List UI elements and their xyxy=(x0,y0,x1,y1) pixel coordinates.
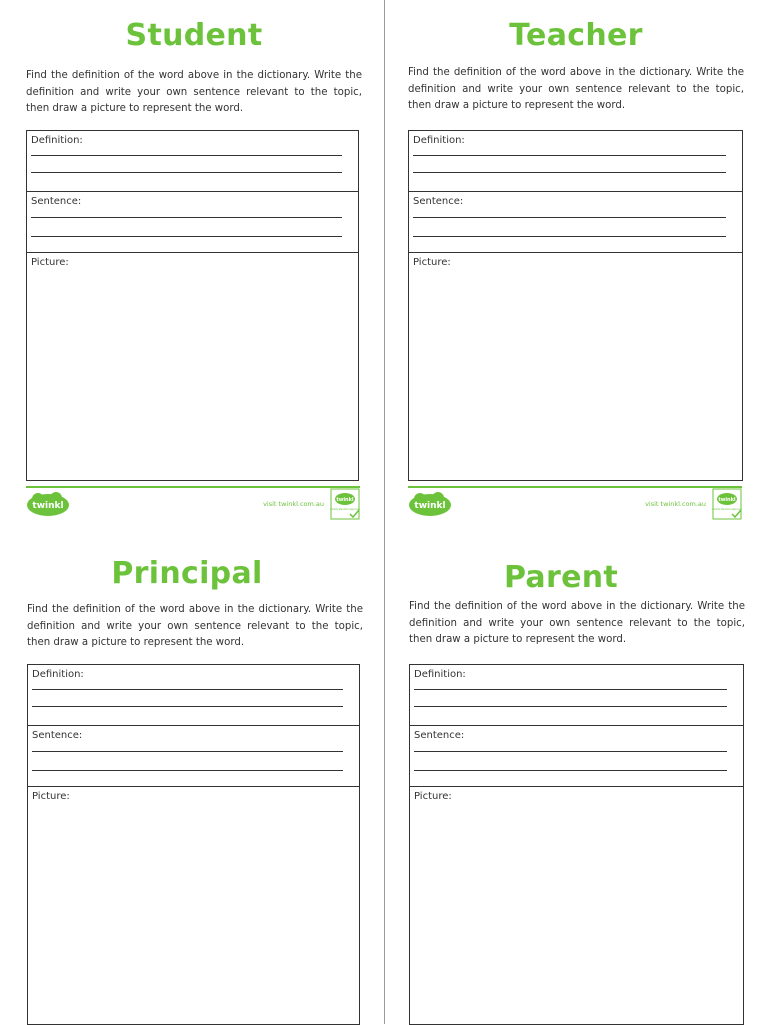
sentence-label: Sentence: xyxy=(32,730,83,741)
quality-badge-icon xyxy=(712,488,742,520)
worksheet-box xyxy=(27,664,360,1025)
badge-subtext: Quality Standard Approved xyxy=(712,508,742,511)
picture-section[interactable] xyxy=(28,787,359,1024)
worksheet-box xyxy=(26,130,359,481)
definition-label: Definition: xyxy=(414,669,466,680)
writing-line xyxy=(32,751,343,752)
card-footer xyxy=(408,486,742,522)
worksheet-box xyxy=(409,664,744,1025)
card-title: Teacher xyxy=(509,18,643,53)
card-student xyxy=(26,0,362,530)
picture-label: Picture: xyxy=(31,257,69,268)
quality-badge-icon xyxy=(330,488,360,520)
picture-section[interactable] xyxy=(27,253,358,480)
twinkl-logo xyxy=(26,490,70,518)
card-instructions: Find the definition of the word above in the dictionary. Write the definition and write your own sentence relevant to the topic, then draw a picture to represent the word. xyxy=(26,70,362,114)
card-instructions: Find the definition of the word above in the dictionary. Write the definition and write your own sentence relevant to the topic, then draw a picture to represent the word. xyxy=(27,604,363,648)
footer-rule xyxy=(408,486,742,488)
writing-line xyxy=(413,236,726,237)
badge-subtext: Quality Standard Approved xyxy=(330,508,360,511)
card-title: Student xyxy=(125,18,263,53)
picture-label: Picture: xyxy=(413,257,451,268)
sentence-label: Sentence: xyxy=(414,730,465,741)
logo-text: twinkl xyxy=(32,501,64,511)
writing-line xyxy=(413,172,726,173)
logo-text: twinkl xyxy=(414,501,446,511)
writing-line xyxy=(31,217,342,218)
writing-line xyxy=(414,706,727,707)
definition-section[interactable] xyxy=(28,665,359,726)
sentence-section[interactable] xyxy=(27,192,358,253)
card-footer xyxy=(26,486,360,522)
card-principal xyxy=(27,534,363,1024)
card-instructions: Find the definition of the word above in the dictionary. Write the definition and write your own sentence relevant to the topic, then draw a picture to represent the word. xyxy=(409,601,745,645)
badge-text: twinkl xyxy=(336,497,354,503)
writing-line xyxy=(32,706,343,707)
sentence-section[interactable] xyxy=(410,726,743,787)
picture-label: Picture: xyxy=(414,791,452,802)
sentence-section[interactable] xyxy=(28,726,359,787)
sentence-label: Sentence: xyxy=(413,196,464,207)
card-title: Parent xyxy=(503,560,619,595)
writing-line xyxy=(32,770,343,771)
picture-label: Picture: xyxy=(32,791,70,802)
twinkl-logo xyxy=(408,490,452,518)
card-title: Principal xyxy=(111,556,263,591)
definition-section[interactable] xyxy=(410,665,743,726)
page-divider xyxy=(384,0,385,1024)
writing-line xyxy=(414,770,727,771)
writing-line xyxy=(31,236,342,237)
writing-line xyxy=(413,217,726,218)
worksheet-box xyxy=(408,130,743,481)
visit-link[interactable]: visit twinkl.com.au xyxy=(263,500,324,508)
definition-label: Definition: xyxy=(413,135,465,146)
picture-section[interactable] xyxy=(409,253,742,480)
writing-line xyxy=(31,172,342,173)
card-instructions: Find the definition of the word above in the dictionary. Write the definition and write your own sentence relevant to the topic, then draw a picture to represent the word. xyxy=(408,67,744,111)
card-parent xyxy=(409,534,745,1024)
writing-line xyxy=(413,155,726,156)
writing-line xyxy=(414,751,727,752)
visit-link[interactable]: visit twinkl.com.au xyxy=(645,500,706,508)
definition-section[interactable] xyxy=(409,131,742,192)
writing-line xyxy=(32,689,343,690)
badge-text: twinkl xyxy=(718,497,736,503)
card-teacher xyxy=(408,0,744,530)
definition-label: Definition: xyxy=(31,135,83,146)
sentence-label: Sentence: xyxy=(31,196,82,207)
sentence-section[interactable] xyxy=(409,192,742,253)
definition-section[interactable] xyxy=(27,131,358,192)
writing-line xyxy=(414,689,727,690)
writing-line xyxy=(31,155,342,156)
footer-rule xyxy=(26,486,360,488)
definition-label: Definition: xyxy=(32,669,84,680)
picture-section[interactable] xyxy=(410,787,743,1024)
